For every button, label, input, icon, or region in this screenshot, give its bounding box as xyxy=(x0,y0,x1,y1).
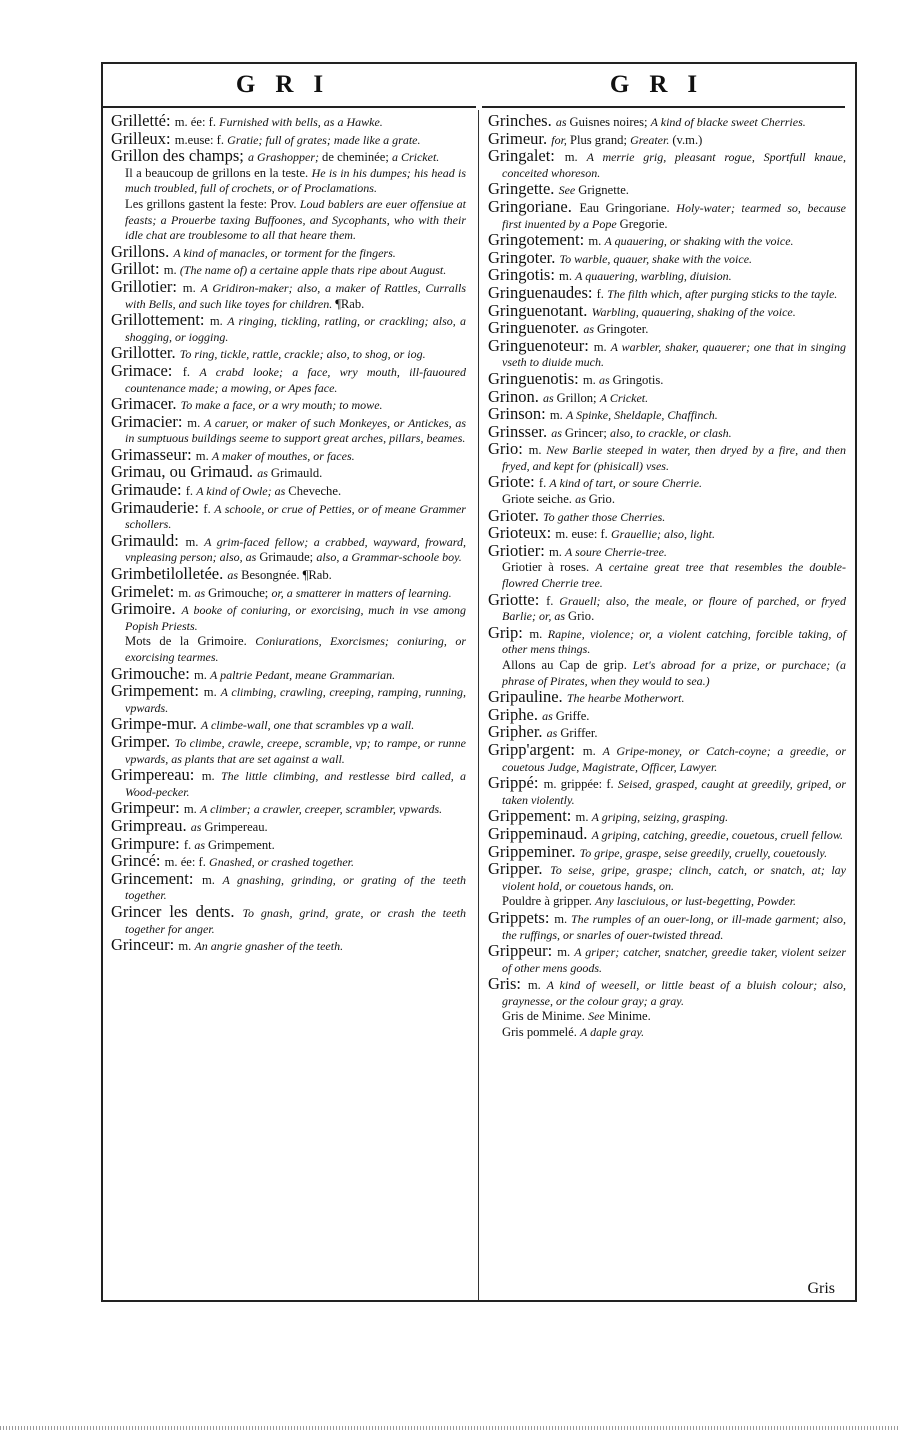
gloss-italic: To gather those Cherries. xyxy=(543,509,666,524)
roman-text: m. xyxy=(183,802,200,817)
roman-text: f. xyxy=(538,476,550,491)
dictionary-entry xyxy=(488,976,846,1009)
gloss-italic: as xyxy=(190,819,205,834)
headword: Grinsser. xyxy=(488,421,552,441)
dictionary-entry xyxy=(488,943,846,976)
roman-text: Les grillons gastent la feste: Prov. xyxy=(125,196,300,211)
roman-text: f. xyxy=(203,501,215,516)
dictionary-entry xyxy=(488,335,846,371)
roman-text: Gris de Minime. xyxy=(502,1009,589,1024)
headword: Grinceur: xyxy=(111,935,179,955)
roman-text: f. xyxy=(182,364,200,379)
dictionary-entry xyxy=(111,497,466,533)
dictionary-subentry xyxy=(111,634,466,665)
roman-text: (v.m.) xyxy=(672,132,703,147)
dictionary-entry xyxy=(488,739,847,775)
gloss-italic: Any lasciuious, or lust-begetting, Powder. xyxy=(595,894,797,909)
headword: Gringuenaudes: xyxy=(488,282,597,302)
roman-text: m. xyxy=(528,443,547,458)
dictionary-entry xyxy=(111,411,466,447)
gloss-italic: To gnash, grind, grate, or crash the teeth together for anger. xyxy=(125,905,466,936)
headword: Grimace: xyxy=(111,360,183,380)
roman-text: m. xyxy=(588,234,605,249)
headword: Grimasseur: xyxy=(111,444,196,464)
gloss-italic: A warbler, shaker, quauerer; one that in singing vseth to diuide much. xyxy=(502,339,846,370)
headword: Gringuenotant. xyxy=(488,300,592,320)
headword: Grillons. xyxy=(111,241,174,261)
roman-text: m. xyxy=(203,685,221,700)
headword: Grio: xyxy=(488,439,529,459)
dictionary-entry xyxy=(111,276,467,312)
gloss-italic: (The name of) a certaine apple thats ripe about August. xyxy=(179,263,447,278)
roman-text: m. xyxy=(549,408,566,423)
headword: Grillot: xyxy=(111,259,164,279)
roman-text: f. xyxy=(185,484,197,499)
gloss-italic: A maker of mouthes, or faces. xyxy=(211,448,355,463)
dictionary-entry xyxy=(488,907,846,943)
gloss-italic: New Barlie steeped in water, then dryed by a fire, and then fryed, and kept for (phisicall) vses. xyxy=(502,443,846,473)
dictionary-entry xyxy=(111,312,466,345)
headword: Grillotier: xyxy=(111,276,183,296)
roman-text: Grimpement. xyxy=(208,837,275,852)
roman-text: Grillon; xyxy=(556,390,600,405)
headword: Grimauderie: xyxy=(111,497,204,517)
roman-text: Grio. xyxy=(588,492,615,507)
gloss-italic: as xyxy=(194,585,209,600)
roman-text: m. xyxy=(529,626,548,641)
gloss-italic: A grim-faced fellow; a crabbed, wayward, froward, vnpleasing person; also, as xyxy=(125,534,467,565)
headword: Griotte: xyxy=(488,589,547,609)
gloss-italic: Grauell; also, the meale, or floure of parched, or fryed Barlie; or, as xyxy=(502,593,846,624)
roman-text: Il a beaucoup de grillons en la teste. xyxy=(125,165,312,180)
gloss-italic: A griping, catching, greedie, couetous, cruell fellow. xyxy=(591,827,843,842)
roman-text: Grimaude; xyxy=(259,550,317,565)
headword: Grilleux: xyxy=(111,128,175,148)
headword: Grippement: xyxy=(488,806,576,826)
roman-text: m. xyxy=(554,911,571,926)
gloss-italic: A paltrie Pedant, meane Grammarian. xyxy=(210,667,396,682)
gloss-italic: as xyxy=(583,322,597,337)
roman-text: Mots de la Grimoire. xyxy=(125,634,256,649)
gloss-italic: A quauering, warbling, diuision. xyxy=(575,269,732,284)
gloss-italic: An angrie gnasher of the teeth. xyxy=(194,939,344,954)
gloss-italic: A ringing, tickling, ratling, or crackling; also, a shogging, or iogging. xyxy=(125,314,467,344)
gloss-italic: Grauellie; also, light. xyxy=(610,527,715,542)
headword: Griphe. xyxy=(488,704,543,724)
dictionary-entry xyxy=(488,589,846,625)
roman-text: m.euse: f. xyxy=(174,132,228,147)
headword: Grimoire. xyxy=(111,599,182,619)
gloss-italic: A gnashing, grinding, or grating of the teeth together. xyxy=(125,872,467,903)
headword: Griote: xyxy=(488,472,539,492)
roman-text: m. xyxy=(582,743,603,758)
roman-text: de cheminée; xyxy=(322,150,392,165)
gloss-italic: To climbe, crawle, creepe, scramble, vp; to rampe, or runne vpwards, as plants that are set against a wall. xyxy=(125,735,466,766)
headword: Grimpe-mur. xyxy=(111,714,201,734)
gloss-italic: A Gridiron-maker; also, a maker of Rattles, Curralls with Bells, and such like toyes for children. xyxy=(125,280,467,311)
headword: Grimeur. xyxy=(488,128,552,148)
headword: Gripp'argent: xyxy=(488,739,583,759)
roman-text: m. xyxy=(185,534,205,549)
gloss-italic: A daple gray. xyxy=(580,1025,645,1040)
gloss-italic: as xyxy=(194,837,209,852)
roman-text: Griffer. xyxy=(560,726,598,741)
headword: Grimpure: xyxy=(111,833,184,853)
headword: Gringoriane. xyxy=(488,196,580,216)
roman-text: m. xyxy=(178,585,195,600)
headword: Grimpeur: xyxy=(111,798,184,818)
gloss-italic: as xyxy=(598,372,613,387)
gloss-italic: A griping, seizing, grasping. xyxy=(591,810,729,825)
gloss-italic: A schoole, or crue of Petties, or of meane Grammer schollers. xyxy=(125,501,466,532)
gloss-italic: or, a smatterer in matters of learning. xyxy=(271,585,452,600)
gloss-italic: A griper; catcher, snatcher, greedie taker, violent seizer of other mens goods. xyxy=(502,945,846,975)
headword: Gripher. xyxy=(488,722,547,742)
headword: Grillon des champs; xyxy=(111,146,249,166)
roman-text: f. xyxy=(183,837,195,852)
dictionary-entry xyxy=(111,868,467,904)
headword: Grimau, ou Grimaud. xyxy=(111,462,258,482)
gloss-italic: A soure Cherrie-tree. xyxy=(565,544,667,559)
headword: Gringotement: xyxy=(488,230,589,250)
roman-text: Grignette. xyxy=(578,183,629,198)
roman-text: Griotier à roses. xyxy=(502,560,596,575)
roman-text: Pouldre à gripper. xyxy=(502,894,596,909)
dictionary-entry xyxy=(488,148,846,181)
roman-text: m. xyxy=(163,263,180,278)
gloss-italic: for, xyxy=(551,132,570,147)
headword: Grimacer. xyxy=(111,394,181,414)
roman-text: Gregorie. xyxy=(619,216,668,231)
gloss-italic: A caruer, or maker of such Monkeyes, or Antickes, as in sumptuous buildings seeme to support great arches, pillars, beames. xyxy=(125,415,466,446)
headword: Griotier: xyxy=(488,540,549,560)
headword: Grincement: xyxy=(111,868,202,888)
roman-text: m. xyxy=(209,314,228,329)
roman-text: m. xyxy=(527,978,547,993)
gloss-italic: He is in his dumpes; his head is much troubled, full of crochets, or of Proclamations. xyxy=(125,165,467,196)
dictionary-subentry xyxy=(488,1025,846,1041)
gloss-italic: Rapine, violence; or, a violent catching, forcible taking, of other mens things. xyxy=(502,626,847,657)
roman-text: m. xyxy=(201,769,221,784)
roman-text: m. xyxy=(559,269,576,284)
gloss-italic: Let's abroad for a prize, or purchace; (a phrase of Pirates, when they would to sea.) xyxy=(502,658,847,688)
running-head-right: GRI xyxy=(609,71,718,98)
dictionary-subentry xyxy=(488,560,846,591)
headword: Gringuenoteur: xyxy=(488,335,594,355)
roman-text: Minime. xyxy=(607,1009,651,1024)
headword: Gris: xyxy=(488,974,528,994)
roman-text: Guisnes noires; xyxy=(569,115,651,129)
dictionary-entry xyxy=(111,937,466,955)
gloss-italic: as xyxy=(546,726,561,741)
gloss-italic: A climbing, crawling, creeping, ramping, running, vpwards. xyxy=(125,685,466,715)
dictionary-entry xyxy=(111,731,466,767)
roman-text: m. ée: f. xyxy=(174,115,220,129)
headword: Grincé: xyxy=(111,851,165,871)
dictionary-entry xyxy=(111,683,466,716)
right-column xyxy=(488,113,846,1041)
gloss-italic: See xyxy=(558,183,579,198)
headword: Grincer les dents. xyxy=(111,901,243,921)
gloss-italic: A kind of tart, or soure Cherrie. xyxy=(549,476,703,491)
roman-text: Cheveche. xyxy=(288,484,342,499)
gloss-italic: as xyxy=(555,115,570,129)
dictionary-entry xyxy=(488,775,846,808)
headword: Grip: xyxy=(488,622,530,642)
gloss-italic: as xyxy=(551,425,565,440)
dictionary-entry xyxy=(111,601,466,634)
roman-text: m. xyxy=(593,339,611,354)
column-divider xyxy=(478,110,479,1300)
headword: Grilletté: xyxy=(111,111,175,130)
roman-text: Griffe. xyxy=(555,708,590,723)
roman-text: m. xyxy=(564,150,587,165)
headword: Gringalet: xyxy=(488,146,565,166)
gloss-italic: To ring, tickle, rattle, crackle; also, to shog, or iog. xyxy=(179,347,426,362)
gloss-italic: also, a Grammar-schoole boy. xyxy=(316,550,462,565)
dictionary-entry xyxy=(111,767,466,800)
gloss-italic: as xyxy=(575,492,589,507)
headword: Gringuenoter. xyxy=(488,318,584,338)
dictionary-subentry xyxy=(111,166,466,197)
catchword: Gris xyxy=(807,1280,835,1297)
gloss-italic: A climber; a crawler, creeper, scrambler, vpwards. xyxy=(199,802,443,817)
gloss-italic: The filth which, after purging sticks to the tayle. xyxy=(607,286,838,301)
dictionary-subentry xyxy=(488,658,846,689)
roman-text: m. grippée: f. xyxy=(543,777,618,792)
gloss-italic: The hearbe Motherwort. xyxy=(566,691,685,706)
gloss-italic: A kind of weesell, or little beast of a bluish colour; also, graynesse, or the colour gray; a gray. xyxy=(502,978,846,1008)
headword: Grimouche: xyxy=(111,663,194,683)
dictionary-entry xyxy=(488,540,846,561)
gloss-italic: A kind of manacles, or torment for the fingers. xyxy=(173,245,396,260)
roman-text: m. euse: f. xyxy=(555,527,611,542)
gloss-italic: Holy-water; tearmed so, because first inuented by a Pope xyxy=(502,200,846,231)
dictionary-entry xyxy=(111,901,466,937)
roman-text: Eau Gringoriane. xyxy=(579,200,677,215)
running-head-left: GRI xyxy=(235,71,344,98)
headword: Grimper. xyxy=(111,731,175,751)
gloss-italic: as xyxy=(257,466,271,481)
roman-text: m. xyxy=(548,544,566,559)
gloss-italic: A quauering, or shaking with the voice. xyxy=(604,234,794,249)
gloss-italic: Gnashed, or crashed together. xyxy=(209,855,355,870)
roman-text: Plus grand; xyxy=(569,132,631,147)
headword: Grillotter. xyxy=(111,343,180,363)
gloss-italic: Greater. xyxy=(630,132,673,147)
left-column xyxy=(111,113,466,955)
headword: Grimelet: xyxy=(111,581,179,601)
roman-text: m. xyxy=(557,945,575,960)
headword: Grinon. xyxy=(488,386,543,406)
gloss-italic: Seised, grasped, caught at greedily, griped, or taken violently. xyxy=(502,777,846,807)
headword: Gringette. xyxy=(488,179,559,199)
gloss-italic: Coniurations, Exorcismes; coniuring, or exorcising tearmes. xyxy=(125,634,466,664)
gloss-italic: A kind of Owle; as xyxy=(196,484,289,499)
roman-text: Grimauld. xyxy=(270,466,323,481)
headword: Gringotis: xyxy=(488,265,560,285)
headword: Grioteux: xyxy=(488,523,556,543)
header-rule-left xyxy=(103,106,476,108)
roman-text: Grio. xyxy=(568,609,595,624)
gloss-italic: To make a face, or a wry mouth; to mowe. xyxy=(180,398,383,413)
gloss-italic: as xyxy=(543,390,557,405)
headword: Grippeur: xyxy=(488,941,558,961)
headword: Grimauld: xyxy=(111,530,186,550)
roman-text: Grimouche; xyxy=(208,585,272,600)
roman-text: Griote seiche. xyxy=(502,492,576,507)
dictionary-entry xyxy=(488,622,847,658)
gloss-italic: a Cricket. xyxy=(391,150,440,165)
headword: Grippets: xyxy=(488,907,555,927)
dictionary-entry xyxy=(488,421,846,442)
roman-text: Allons au Cap de grip. xyxy=(502,658,633,672)
headword: Grimaude: xyxy=(111,480,186,500)
dictionary-entry xyxy=(111,360,466,396)
roman-text: m. xyxy=(187,415,205,430)
gloss-italic: A merrie grig, pleasant rogue, Sportfull knaue, conceited whoreson. xyxy=(502,150,847,180)
roman-text: f. xyxy=(596,286,608,301)
gloss-italic: as xyxy=(542,708,556,723)
headword: Grinson: xyxy=(488,404,550,424)
gloss-italic: A certaine great tree that resembles the double-flowred Cherrie tree. xyxy=(502,560,846,591)
roman-text: m. xyxy=(193,667,211,682)
headword: Grioter. xyxy=(488,505,543,525)
scan-edge-line xyxy=(0,1426,899,1430)
roman-text: m. xyxy=(178,939,195,954)
gloss-italic: Loud bablers are euer offensiue at feasts; a Prouerbe taxing Buffoones, and Sycophants, who with their idle chat are troublesome to all that heare them. xyxy=(125,196,466,243)
headword: Gripper. xyxy=(488,859,551,879)
dictionary-subentry xyxy=(488,1009,846,1025)
roman-text: Grimpereau. xyxy=(204,819,268,834)
roman-text: ¶Rab. xyxy=(335,296,365,311)
headword: Grimacier: xyxy=(111,411,188,431)
gloss-italic: A booke of coniuring, or exorcising, much in vse among Popish Priests. xyxy=(125,603,466,633)
gloss-italic: as xyxy=(227,568,242,583)
gloss-italic: To seise, gripe, graspe; clinch, catch, or snatch, at; lay violent hold, or couetous hands, on. xyxy=(502,863,846,893)
roman-text: m. xyxy=(202,872,223,887)
dictionary-entry xyxy=(488,861,846,894)
gloss-italic: A climbe-wall, one that scrambles vp a wall. xyxy=(200,718,415,733)
dictionary-subentry xyxy=(111,197,466,244)
roman-text: m. xyxy=(182,280,201,295)
headword: Grimpreau. xyxy=(111,815,191,835)
gloss-italic: The rumples of an ouer-long, or ill-made garment; also, the ruffings, or snarles of ouer-twisted thread. xyxy=(502,911,846,942)
roman-text: m. xyxy=(582,372,599,387)
dictionary-entry xyxy=(488,196,846,232)
headword: Grippeminer. xyxy=(488,841,580,861)
roman-text: Gringoter. xyxy=(596,322,649,337)
dictionary-entry xyxy=(111,530,467,566)
roman-text: m. xyxy=(575,810,592,825)
header-rule-right xyxy=(482,106,845,108)
roman-text: m. ée: f. xyxy=(164,855,210,870)
gloss-italic: The little climbing, and restlesse bird called, a Wood-pecker. xyxy=(125,769,466,799)
gloss-italic: Gratie; full of grates; made like a grate. xyxy=(227,132,421,147)
dictionary-entry xyxy=(111,241,466,262)
gloss-italic: A Cricket. xyxy=(599,390,649,405)
gloss-italic: also, to crackle, or clash. xyxy=(610,425,732,440)
roman-text: m. xyxy=(195,448,212,463)
gloss-italic: A kind of blacke sweet Cherries. xyxy=(650,115,806,129)
headword: Gringoter. xyxy=(488,247,560,267)
gloss-italic: To warble, quauer, shake with the voice. xyxy=(559,251,753,266)
gloss-italic: Furnished with bells, as a Hawke. xyxy=(219,115,383,129)
gloss-italic: To gripe, graspe, seise greedily, cruelly, couetously. xyxy=(579,845,828,860)
dictionary-entry xyxy=(111,148,466,166)
headword: Grimpereau: xyxy=(111,765,202,785)
roman-text: f. xyxy=(546,593,560,608)
gloss-italic: A crabd looke; a face, wry mouth, ill-fauoured countenance made; a mowing, or Apes face. xyxy=(125,364,466,395)
headword: Grippeminaud. xyxy=(488,823,592,843)
roman-text: Grincer; xyxy=(564,425,611,440)
roman-text: Besongnée. ¶Rab. xyxy=(241,568,332,583)
headword: Grippé: xyxy=(488,773,544,793)
headword: Grillottement: xyxy=(111,310,210,330)
roman-text: Gringotis. xyxy=(612,372,664,387)
headword: Gripauline. xyxy=(488,687,567,707)
gloss-italic: a Grashopper; xyxy=(248,150,323,165)
gloss-italic: See xyxy=(588,1009,608,1024)
dictionary-entry xyxy=(488,441,846,474)
headword: Gringuenotis: xyxy=(488,368,583,388)
headword: Grinches. xyxy=(488,111,556,130)
headword: Grimpement: xyxy=(111,681,204,701)
dictionary-entry xyxy=(488,474,846,492)
roman-text: Gris pommelé. xyxy=(502,1025,580,1040)
gloss-italic: Warbling, quauering, shaking of the voice. xyxy=(591,304,796,319)
gloss-italic: A Gripe-money, or Catch-coyne; a greedie, or couetous Judge, Magistrate, Officer, Lawyer. xyxy=(502,743,847,774)
headword: Grimbetilolletée. xyxy=(111,564,228,584)
gloss-italic: A Spinke, Sheldaple, Chaffinch. xyxy=(565,408,718,423)
